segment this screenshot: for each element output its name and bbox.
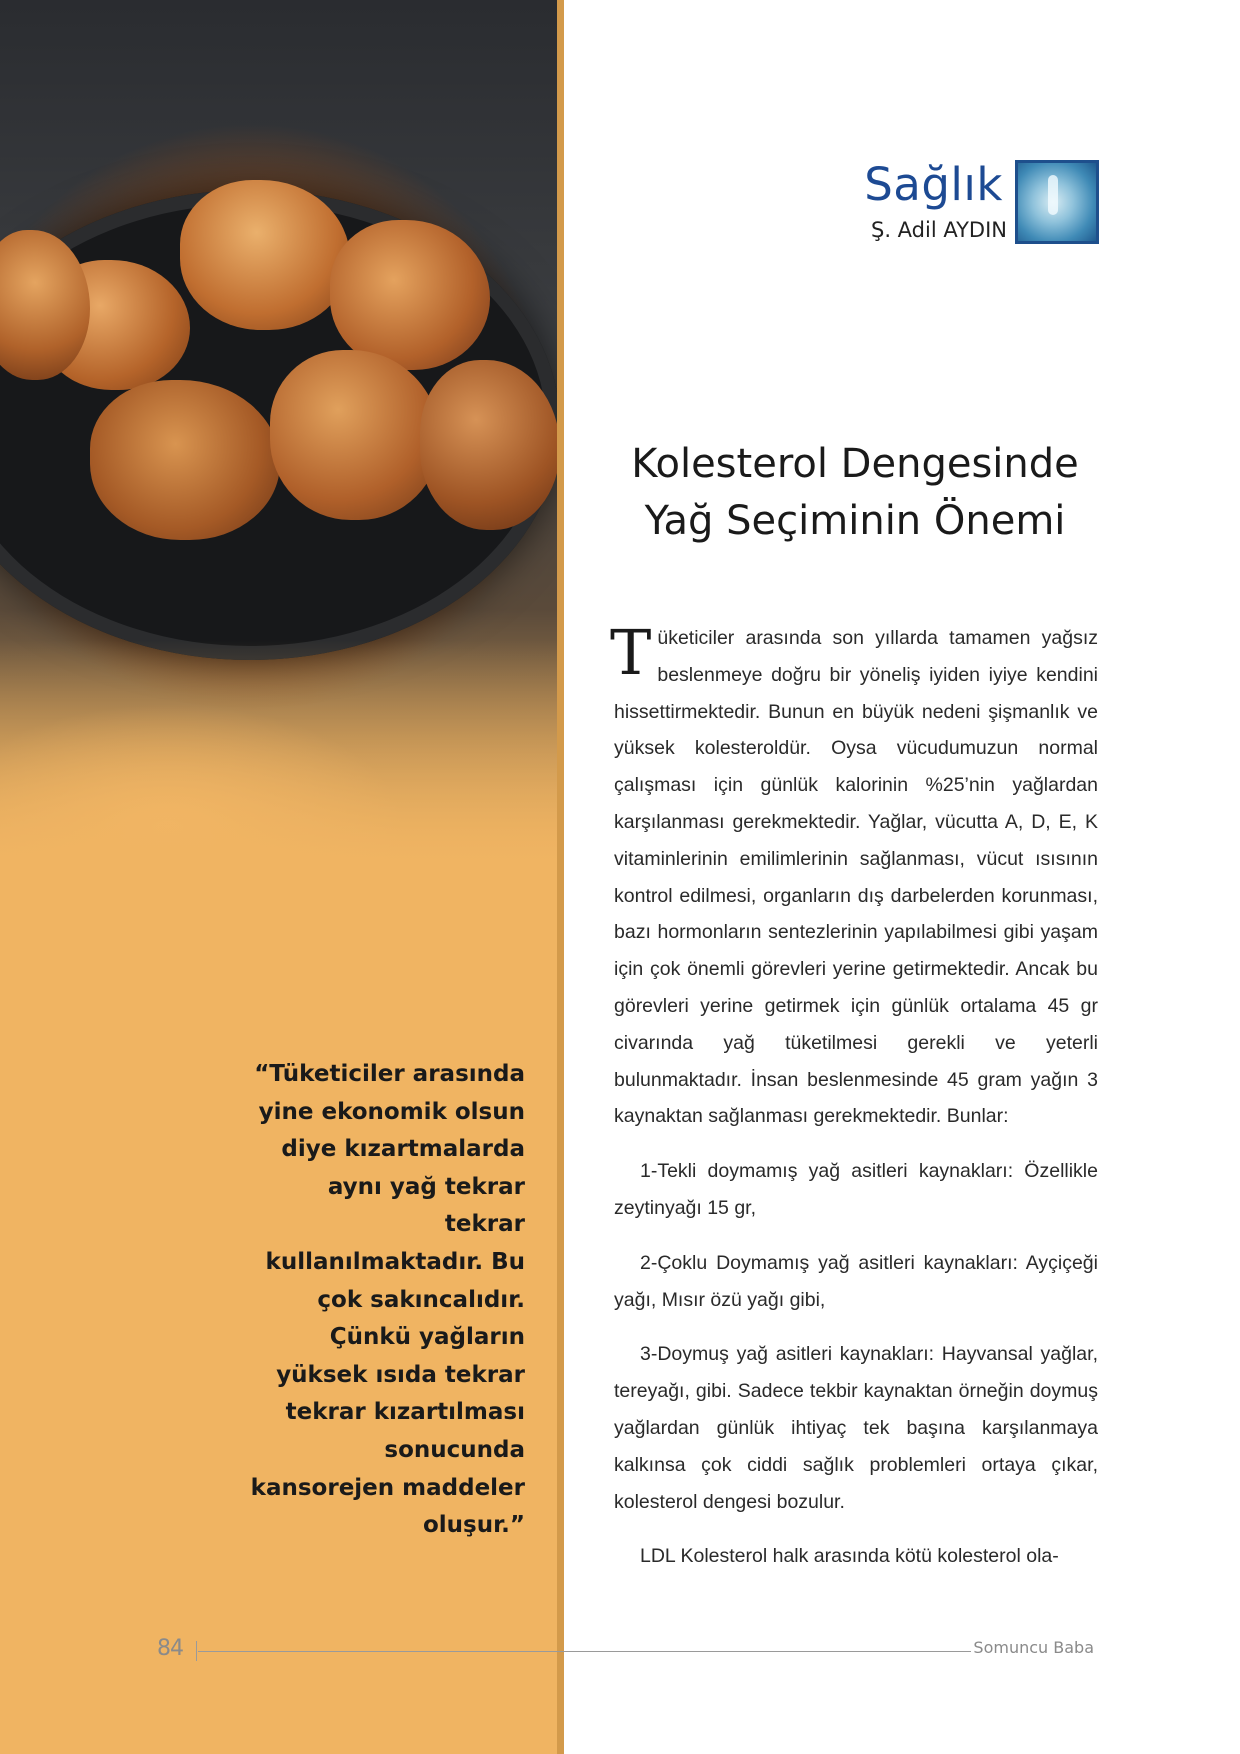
photo-fade <box>0 640 560 870</box>
page-number: 84 <box>157 1636 183 1661</box>
magazine-name: Somuncu Baba <box>973 1638 1094 1657</box>
article-paragraph: 1-Tekli doymamış yağ asitleri kaynakları: Özellikle zeytinyağı 15 gr, <box>614 1160 1098 1219</box>
paragraph-text: üketiciler arasında son yıllarda tamamen yağsız beslenmeye doğru bir yöneliş iyiden iyiye kendini hissettirmektedir. Bunun en büyük nedeni şişmanlık ve yüksek kolesteroldür. Oysa vücudumuzun normal çalışması için günlük kalorinin %25’nin yağlardan karşılanması gerekmektedir. Yağlar, vücutta A, D, E, K vitaminlerinin emilimlerinin sağlanması, vücut ısısının kontrol edilmesi, organların dış darbelerden korunması, bazı hormonların sentezlerinin yapılabilmesi gibi yaşam için çok önemli görevleri yerine getirmektedir. Ancak bu görevleri yerine getirmek için günlük ortalama 45 gr civarında yağ tüketilmesi gerekli ve yeterli bulunmaktadır. İnsan beslenmesinde 45 gram yağın 3 kaynaktan sağlanması gerekmektedir. Bunlar: <box>614 627 1098 1128</box>
food-chunk <box>330 220 490 370</box>
headline-line-2: Yağ Seçiminin Önemi <box>644 498 1066 544</box>
drop-cap: T <box>610 616 652 689</box>
article-paragraph: 2-Çoklu Doymamış yağ asitleri kaynakları: Ayçiçeği yağı, Mısır özü yağı gibi, <box>614 1251 1098 1311</box>
footer-rule <box>198 1651 1094 1652</box>
section-title: Sağlık <box>864 158 1003 211</box>
author-name: Ş. Adil AYDIN <box>871 218 1007 242</box>
left-column <box>0 0 560 1754</box>
pull-quote: “Tüketiciler arasında yine ekonomik olsun diye kızartmalarda aynı yağ tekrar tekrar kullanılmaktadır. Bu çok sakıncalıdır. Çünkü yağların yüksek ısıda tekrar tekrar kızartılması sonucunda kansorejen maddeler oluşur.” <box>250 1061 525 1539</box>
footer-tick <box>196 1641 197 1661</box>
article-paragraph: 3-Doymuş yağ asitleri kaynakları: Hayvansal yağlar, tereyağı, gibi. Sadece tekbir kaynaktan örneğin doymuş yağlardan günlük ihtiyaç tek başına karşılanmaya kalkınsa çok ciddi sağlık problemleri ortaya çıkar, kolesterol dengesi bozulur. <box>614 1343 1098 1513</box>
article-headline <box>600 436 1110 550</box>
article-body <box>610 616 1098 1593</box>
water-drop-icon <box>1015 160 1099 244</box>
article-paragraph: LDL Kolesterol halk arasında kötü kolesterol ola- <box>640 1545 1059 1568</box>
column-divider <box>557 0 564 1754</box>
fried-food-photo <box>0 0 560 870</box>
article-paragraph <box>610 616 1098 1135</box>
headline-line-1: Kolesterol Dengesinde <box>631 441 1079 487</box>
